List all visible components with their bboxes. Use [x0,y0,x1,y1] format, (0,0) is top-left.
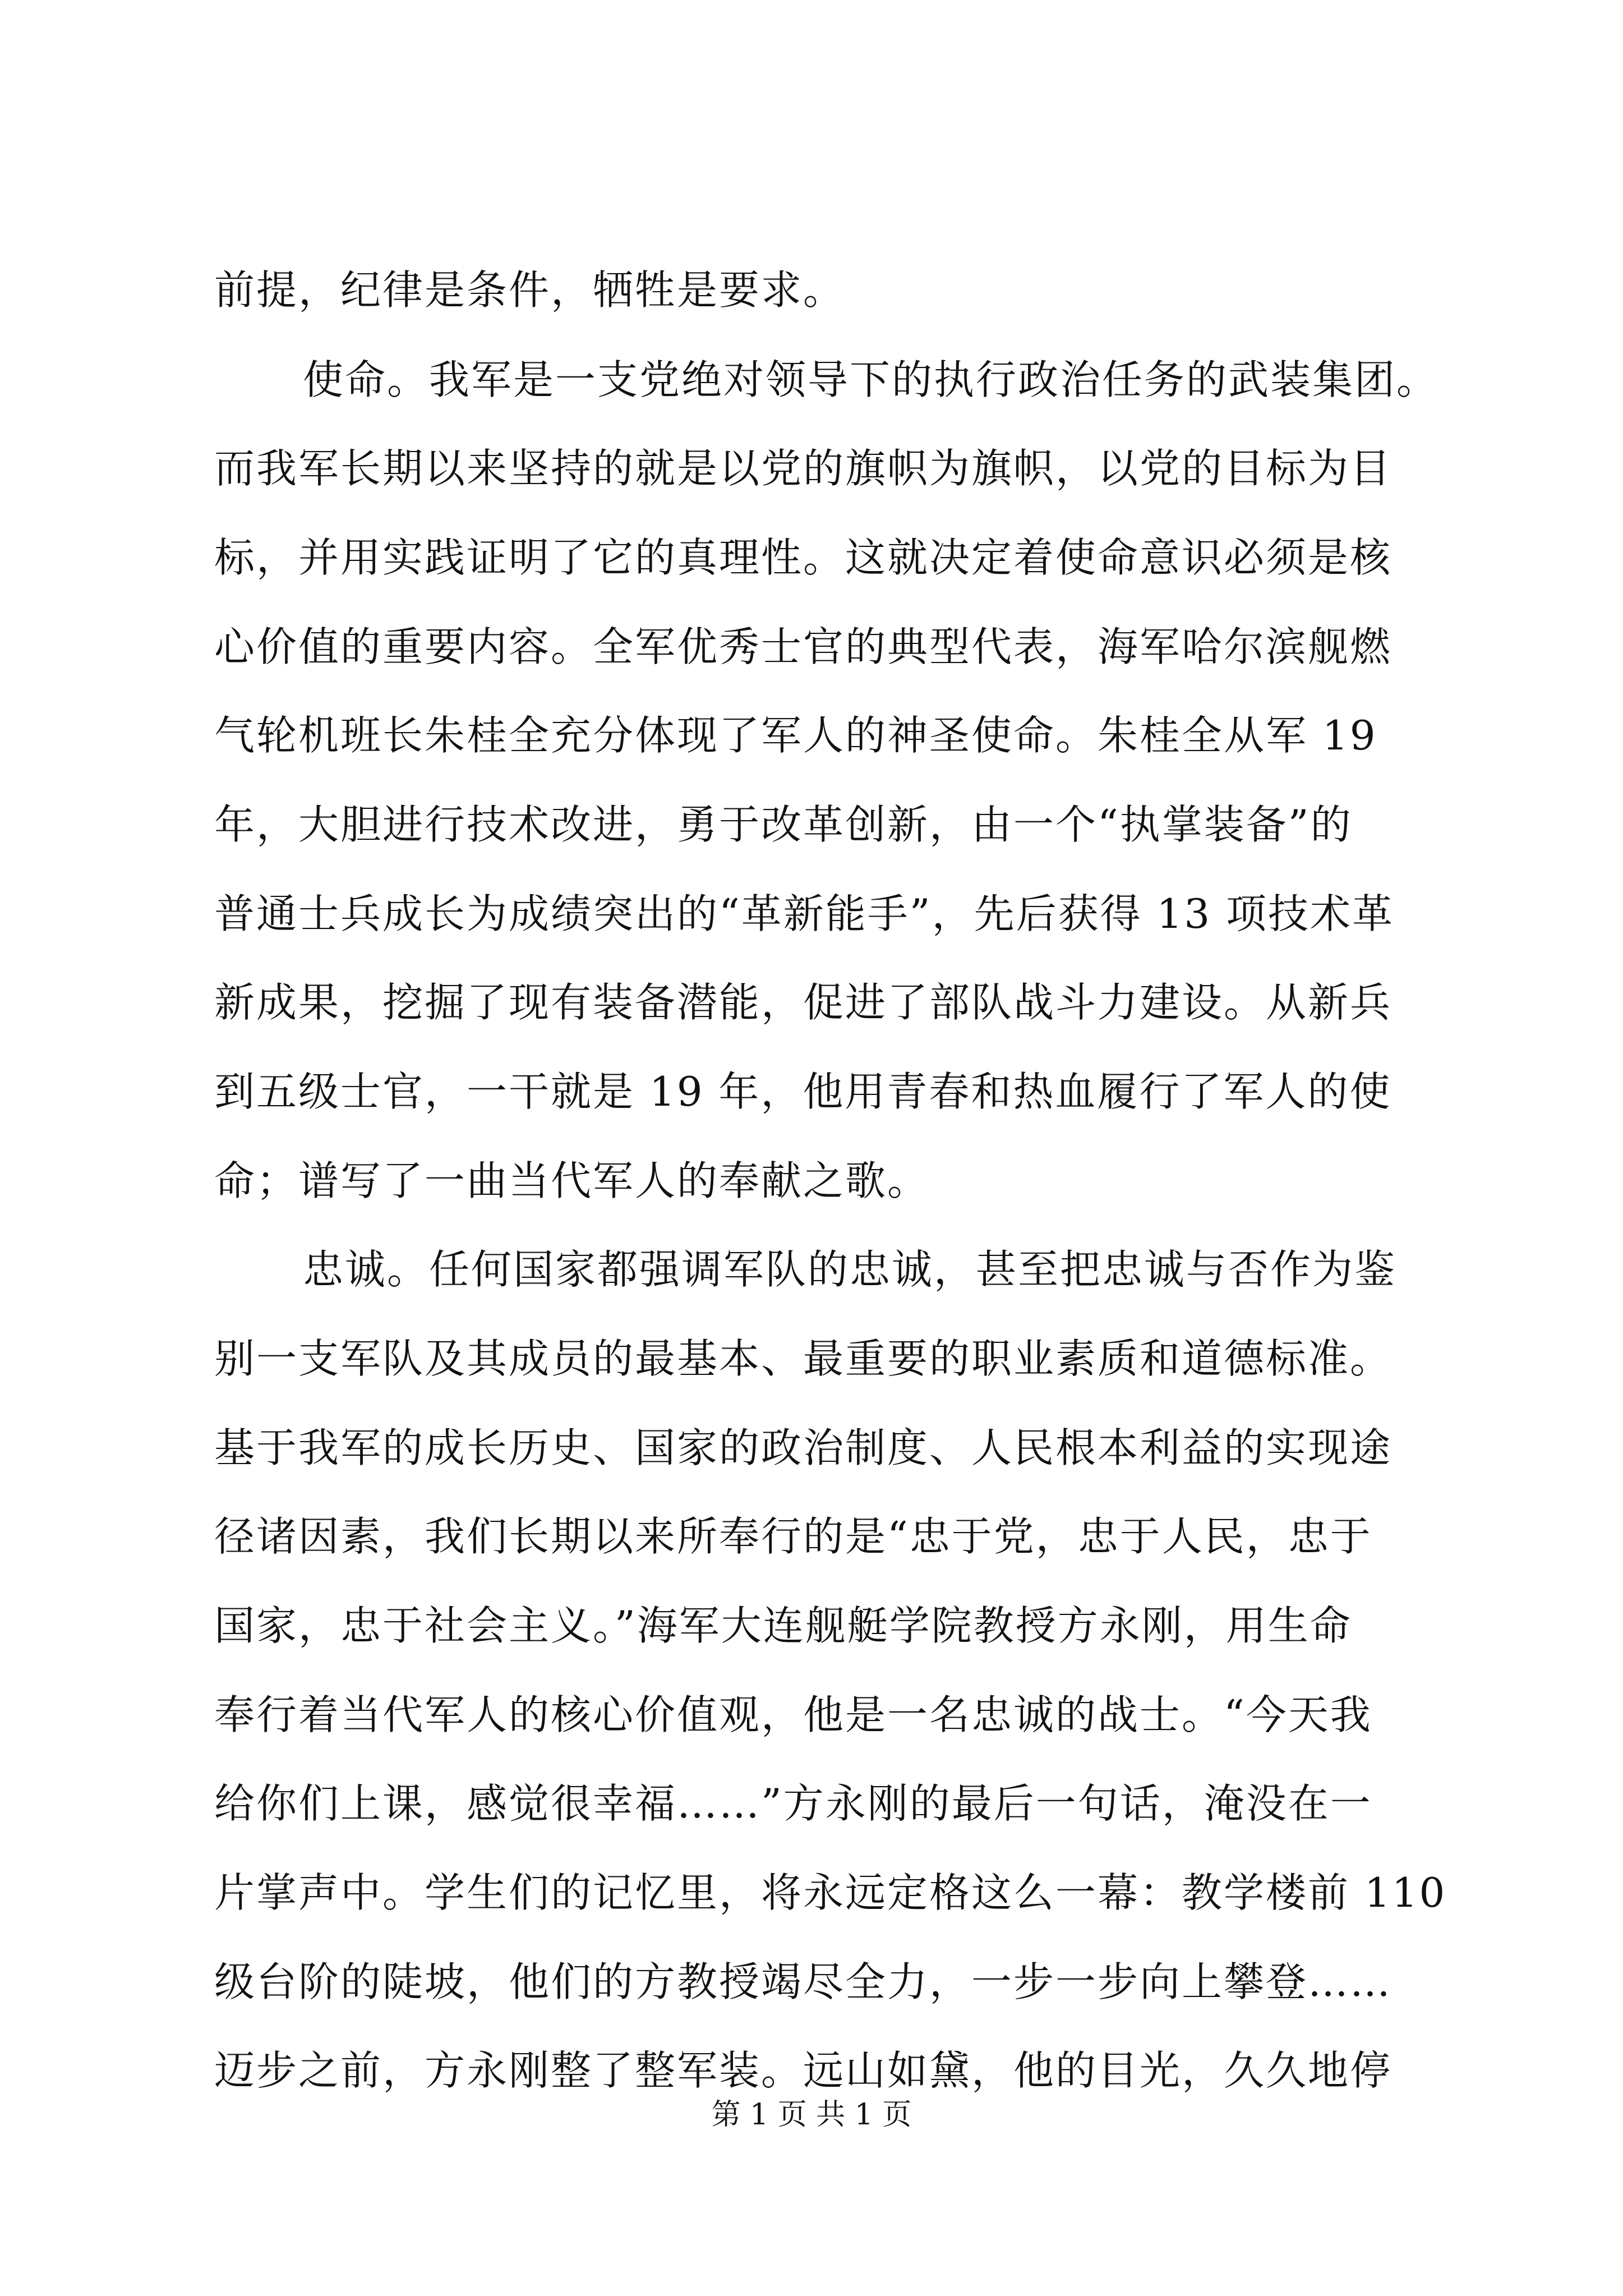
text-line: 命；谱写了一曲当代军人的奉献之歌。 [214,1157,930,1204]
text-line: 气轮机班长朱桂全充分体现了军人的神圣使命。朱桂全从军 19 [214,712,1377,759]
text-line: 年，大胆进行技术改进，勇于改革创新，由一个“执掌装备”的 [214,801,1353,848]
text-line: 基于我军的成长历史、国家的政治制度、人民根本利益的实现途 [214,1424,1393,1471]
text-line: 心价值的重要内容。全军优秀士官的典型代表，海军哈尔滨舰燃 [214,623,1393,670]
text-line: 别一支军队及其成员的最基本、最重要的职业素质和道德标准。 [214,1335,1393,1382]
text-line: 给你们上课，感觉很幸福……”方永刚的最后一句话，淹没在一 [214,1780,1372,1827]
text-line: 迈步之前，方永刚整了整军装。远山如黛，他的目光，久久地停 [214,2047,1393,2094]
page-footer: 第 1 页 共 1 页 [711,2098,912,2132]
text-line: 级台阶的陡坡，他们的方教授竭尽全力，一步一步向上攀登…… [214,1958,1393,2005]
text-line: 前提，纪律是条件，牺牲是要求。 [214,266,846,314]
paragraph-start-line: 忠诚。任何国家都强调军队的忠诚，甚至把忠诚与否作为鉴 [303,1246,1397,1293]
text-line: 国家，忠于社会主义。”海军大连舰艇学院教授方永刚，用生命 [214,1602,1352,1649]
text-line: 新成果，挖掘了现有装备潜能，促进了部队战斗力建设。从新兵 [214,979,1393,1026]
paragraph-start-line: 使命。我军是一支党绝对领导下的执行政治任务的武装集团。 [303,356,1439,403]
text-line: 普通士兵成长为成绩突出的“革新能手”，先后获得 13 项技术革 [214,890,1395,937]
text-line: 奉行着当代军人的核心价值观，他是一名忠诚的战士。“今天我 [214,1691,1372,1738]
text-line: 到五级士官，一干就是 19 年，他用青春和热血履行了军人的使 [214,1068,1392,1115]
text-line: 径诸因素，我们长期以来所奉行的是“忠于党，忠于人民，忠于 [214,1513,1372,1560]
text-line: 标，并用实践证明了它的真理性。这就决定着使命意识必须是核 [214,534,1393,581]
text-line: 片掌声中。学生们的记忆里，将永远定格这么一幕：教学楼前 110 [214,1869,1447,1916]
text-line: 而我军长期以来坚持的就是以党的旗帜为旗帜，以党的目标为目 [214,445,1393,492]
